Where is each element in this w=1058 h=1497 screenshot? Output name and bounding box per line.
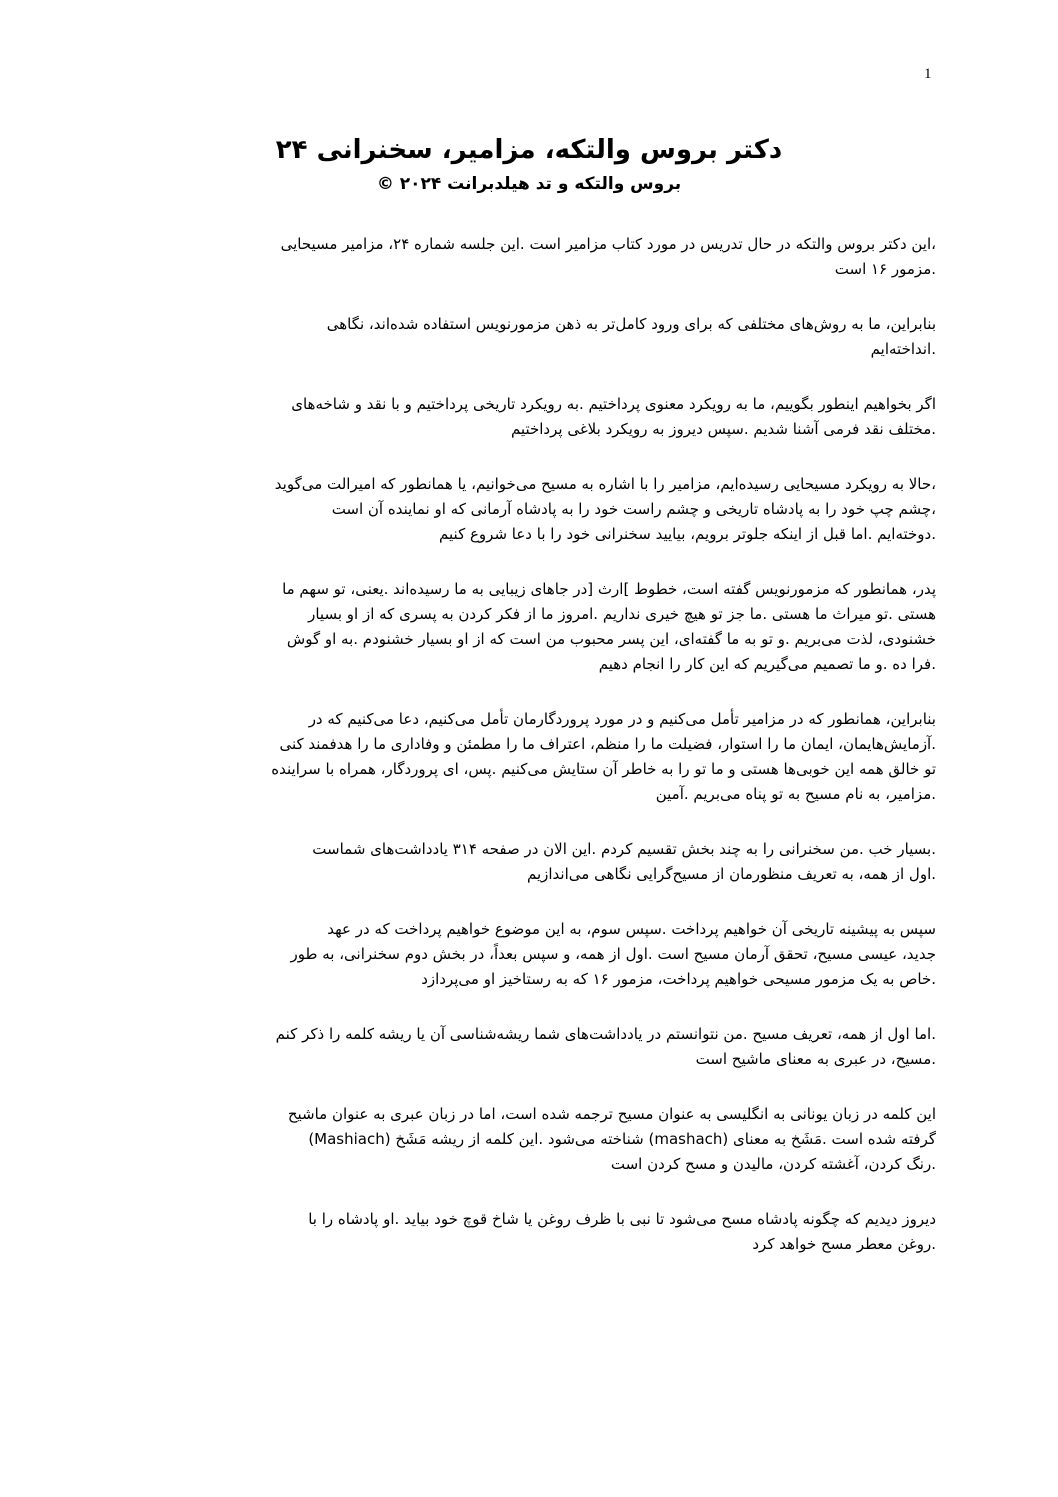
paragraph xyxy=(128,1102,936,1177)
paragraph-line: جدید، عیسی مسیح، تحقق آرمان مسیح است .اول از همه، و سپس بعداً، در بخش دوم سخنرانی، به طور xyxy=(290,945,936,963)
paragraph-line: تو خالق همه این خوبی‌ها هستی و ما تو را به خاطر آن ستایش می‌کنیم .پس، ای پروردگار، همراه با سراینده xyxy=(271,760,936,778)
paragraph-line: خشنودی، لذت می‌بریم .و تو به ما گفته‌ای، این پسر محبوب من است که از او بسیار خشنودم .به او گوش xyxy=(286,630,936,648)
paragraph xyxy=(128,1207,936,1257)
paragraph-line: .مزامیر، به نام مسیح به تو پناه می‌بریم .آمین xyxy=(655,785,936,803)
paragraph-line: .انداخته‌ایم xyxy=(870,340,936,358)
paragraph-line: هستی .تو میراث ما هستی .ما جز تو هیچ خیری نداریم .امروز ما از فکر کردن به پسری که از او بسیار xyxy=(308,605,936,623)
paragraph-line: .اول از همه، به تعریف منظورمان از مسیح‌گرایی نگاهی می‌اندازیم xyxy=(526,865,936,883)
paragraph-line: سپس به پیشینه تاریخی آن خواهیم پرداخت .سپس سوم، به این موضوع خواهیم پرداخت که در عهد xyxy=(327,920,936,938)
paragraph-line: .خاص به یک مزمور مسیحی خواهیم پرداخت، مزمور ۱۶ که به رستاخیز او می‌پردازد xyxy=(421,970,936,988)
paragraph-line: دیروز دیدیم که چگونه پادشاه مسح می‌شود تا نبی با ظرف روغن یا شاخ قوچ خود بیاید .او پادشاه را با xyxy=(308,1210,936,1228)
paragraph xyxy=(128,312,936,362)
paragraph-line: .آزمایش‌هایمان، ایمان ما را استوار، فضیلت ما را منظم، اعتراف ما را مطمئن و وفاداری ما را هدفمند کنی xyxy=(279,735,936,753)
paragraph-line: ،این دکتر بروس والتکه در حال تدریس در مورد کتاب مزامیر است .این جلسه شماره ۲۴، مزامیر مسیحایی xyxy=(280,235,936,253)
paragraph-line: .رنگ کردن، آغشته کردن، مالیدن و مسح کردن است xyxy=(610,1155,936,1173)
paragraph-line: .مختلف نقد فرمی آشنا شدیم .سپس دیروز به رویکرد بلاغی پرداختیم xyxy=(510,420,936,438)
paragraph xyxy=(128,232,936,282)
paragraph-line: .دوخته‌ایم .اما قبل از اینکه جلوتر برویم، بیایید سخنرانی خود را با دعا شروع کنیم xyxy=(439,525,936,543)
paragraph xyxy=(128,577,936,677)
paragraph xyxy=(128,917,936,992)
page-number: 1 xyxy=(924,66,932,82)
paragraph-line: .روغن معطر مسح خواهد کرد xyxy=(752,1235,936,1253)
document-subtitle: بروس والتکه و تد هیلدبرانت ۲۰۲۴ © xyxy=(376,174,682,194)
paragraph xyxy=(128,837,936,887)
paragraph xyxy=(128,1022,936,1072)
paragraph xyxy=(128,392,936,442)
paragraph-line: .فرا ده .و ما تصمیم می‌گیریم که این کار را انجام دهیم xyxy=(598,655,936,673)
paragraph-line: این کلمه در زبان یونانی به انگلیسی به عنوان مسیح ترجمه شده است، اما در زبان عبری به عنوان ماشیح xyxy=(287,1105,936,1123)
paragraph-line: گرفته شده است .مَشَخ به معنای (mashach) شناخته می‌شود .این کلمه از ریشه مَشَخ (Mashiach) xyxy=(308,1130,936,1148)
paragraph xyxy=(128,472,936,547)
paragraph-line: اگر بخواهیم اینطور بگوییم، ما به رویکرد معنوی پرداختیم .به رویکرد تاریخی پرداختیم و با نقد و شاخه‌های xyxy=(291,395,936,413)
paragraph-line: .اما اول از همه، تعریف مسیح .من نتوانستم در یادداشت‌های شما ریشه‌شناسی آن یا ریشه کلمه را ذکر کنم xyxy=(275,1025,936,1043)
paragraph-line: .مسیح، در عبری به معنای ماشیح است xyxy=(695,1050,936,1068)
paragraph-line: ،چشم چپ خود را به پادشاه تاریخی و چشم راست خود را به پادشاه آرمانی که او نماینده آن است xyxy=(331,500,936,518)
paragraph-line: .مزمور ۱۶ است xyxy=(834,260,936,278)
paragraph-line: بنابراین، ما به روش‌های مختلفی که برای ورود کامل‌تر به ذهن مزمورنویس استفاده شده‌اند، نگاهی xyxy=(326,315,936,333)
document-title: دکتر بروس والتکه، مزامیر، سخنرانی ۲۴ xyxy=(275,135,783,165)
paragraph-line: .بسیار خب .من سخنرانی را به چند بخش تقسیم کردم .این الان در صفحه ۳۱۴ یادداشت‌های شماست xyxy=(312,840,936,858)
document-body xyxy=(128,232,936,1287)
paragraph-line: بنابراین، همانطور که در مزامیر تأمل می‌کنیم و در مورد پروردگارمان تأمل می‌کنیم، دعا می‌کنیم که در xyxy=(308,710,936,728)
paragraph-line: ،حالا به رویکرد مسیحایی رسیده‌ایم، مزامیر را با اشاره به مسیح می‌خوانیم، یا همانطور که امیرالت می‌گوید xyxy=(274,475,936,493)
paragraph xyxy=(128,707,936,807)
document-header xyxy=(0,130,1058,198)
paragraph-line: پدر، همانطور که مزمورنویس گفته است، خطوط ]ارث [در جاهای زیبایی به ما رسیده‌اند .یعنی، تو سهم ما xyxy=(282,580,936,598)
